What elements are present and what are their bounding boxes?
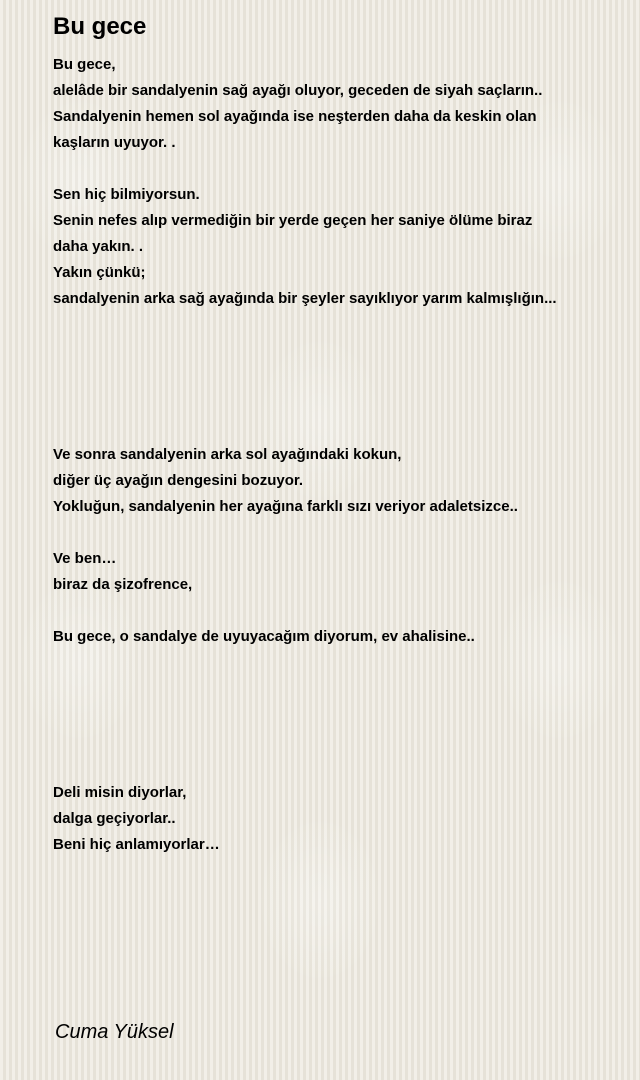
poem-line: [53, 702, 623, 728]
poem-line: Sen hiç bilmiyorsun.: [53, 186, 200, 203]
poem-line: Deli misin diyorlar,: [53, 784, 187, 801]
poem-line: [53, 338, 623, 364]
poem-line: [53, 754, 623, 780]
poem-line: Bu gece,: [53, 56, 116, 73]
poem-line: [53, 520, 623, 546]
poem-line: sandalyenin arka sağ ayağında bir şeyler sayıklıyor yarım kalmışlığın...: [53, 290, 557, 307]
poem-line: [53, 364, 623, 390]
poem-line: [53, 650, 623, 676]
poem-line: Senin nefes alıp vermediğin bir yerde geçen her saniye ölüme biraz: [53, 212, 533, 229]
poem-line: diğer üç ayağın dengesini bozuyor.: [53, 472, 304, 489]
poem-line: Bu gece, o sandalye de uyuyacağım diyorum, ev ahalisine..: [53, 628, 475, 645]
poem-line: Ve sonra sandalyenin arka sol ayağındaki kokun,: [53, 446, 402, 463]
poem-body: [53, 52, 623, 858]
poem-line: Sandalyenin hemen sol ayağında ise neşterden daha da keskin olan: [53, 108, 537, 125]
poem-line: [53, 416, 623, 442]
poem-line: [53, 156, 623, 182]
poem-line: [53, 676, 623, 702]
poem-line: biraz da şizofrence,: [53, 576, 193, 593]
poem-line: Yokluğun, sandalyenin her ayağına farklı sızı veriyor adaletsizce..: [53, 498, 518, 515]
poem-author: Cuma Yüksel: [55, 1021, 174, 1043]
poem-title: Bu gece: [53, 13, 147, 40]
poem-line: Beni hiç anlamıyorlar…: [53, 836, 220, 853]
poem-line: dalga geçiyorlar..: [53, 810, 176, 827]
poem-line: kaşların uyuyor. .: [53, 134, 176, 151]
poem-line: alelâde bir sandalyenin sağ ayağı oluyor, geceden de siyah saçların..: [53, 82, 543, 99]
poem-line: Ve ben…: [53, 550, 117, 567]
poem-line: daha yakın. .: [53, 238, 144, 255]
poem-line: [53, 312, 623, 338]
poem-line: Yakın çünkü;: [53, 264, 146, 281]
poem-line: [53, 598, 623, 624]
poem-line: [53, 728, 623, 754]
poem-line: [53, 390, 623, 416]
